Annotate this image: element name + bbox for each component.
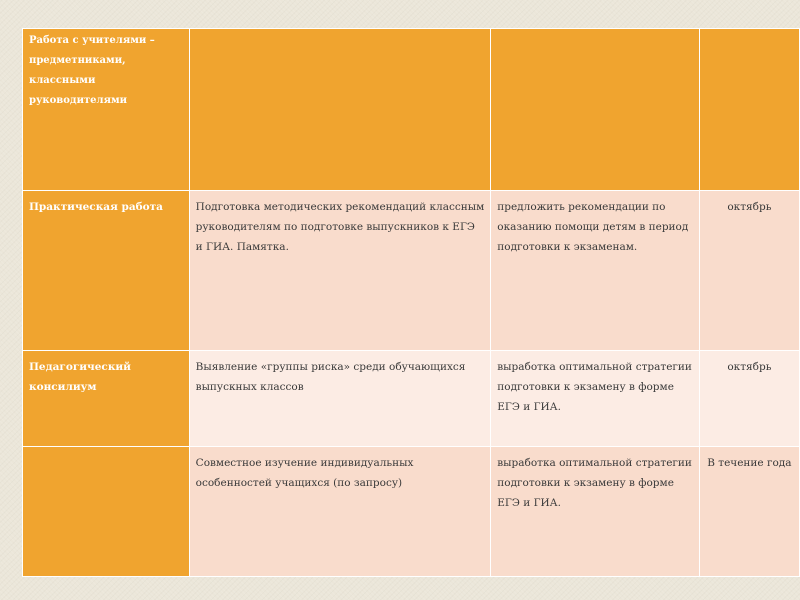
- header-cell-work-with-teachers: Работа с учителями – предметниками, классными руководителями: [23, 29, 190, 191]
- term-cell: октябрь: [699, 351, 799, 447]
- row-type-cell: Практическая работа: [23, 191, 190, 351]
- activity-cell: Совместное изучение индивидуальных особенностей учащихся (по запросу): [189, 447, 491, 577]
- plan-table: [22, 28, 800, 577]
- table-row: [23, 191, 800, 351]
- table-header-row: [23, 29, 800, 191]
- activity-rest: руководителям по подготовке выпускников к ЕГЭ и ГИА. Памятка.: [195, 221, 475, 253]
- header-cell-3: [491, 29, 699, 191]
- goal-cell: предложить рекомендации по оказанию помощи детям в период подготовки к экзаменам.: [491, 191, 699, 351]
- activity-first-line: Подготовка методических рекомендаций классным: [195, 201, 485, 213]
- table-row: [23, 447, 800, 577]
- row-type-cell: [23, 447, 190, 577]
- goal-cell: выработка оптимальной стратегии подготовки к экзамену в форме ЕГЭ и ГИА.: [491, 351, 699, 447]
- term-cell: В течение года: [699, 447, 799, 577]
- row-type-cell: Педагогический консилиум: [23, 351, 190, 447]
- activity-cell: Выявление «группы риска» среди обучающихся выпускных классов: [189, 351, 491, 447]
- table-row: [23, 351, 800, 447]
- header-cell-2: [189, 29, 491, 191]
- goal-cell: выработка оптимальной стратегии подготовки к экзамену в форме ЕГЭ и ГИА.: [491, 447, 699, 577]
- term-cell: октябрь: [699, 191, 799, 351]
- activity-cell: [189, 191, 491, 351]
- header-cell-4: [699, 29, 799, 191]
